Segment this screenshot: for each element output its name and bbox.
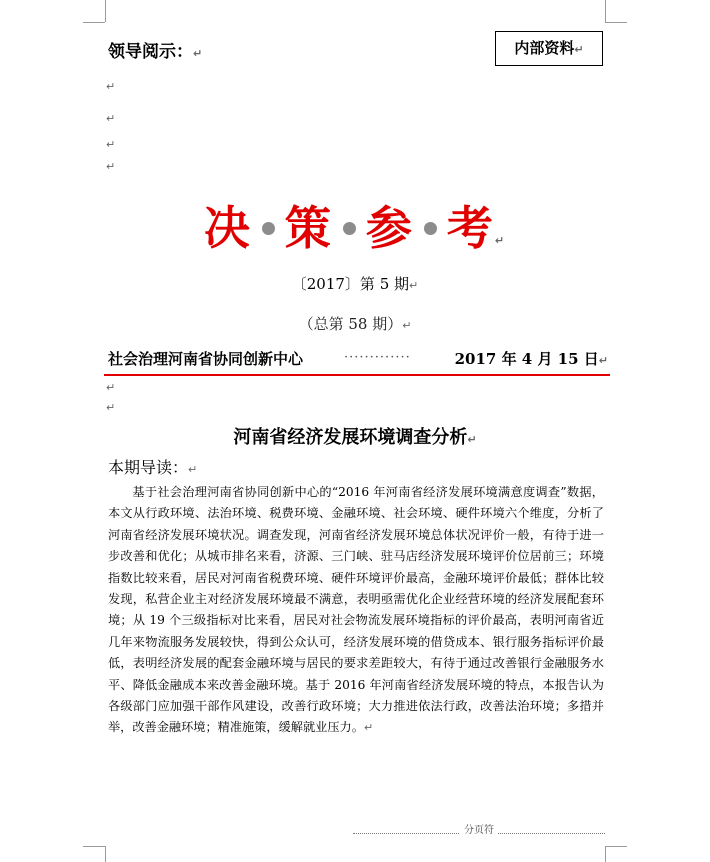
leader-note-label: 领导阅示：	[108, 42, 193, 62]
guide-heading-text: 本期导读：	[108, 458, 189, 477]
crop-mark	[105, 846, 106, 862]
crop-mark	[83, 22, 105, 23]
masthead-char: 参	[365, 201, 414, 255]
issue-number-text: 〔2017〕第 5 期	[291, 275, 410, 293]
total-issue-text: （总第 58 期）	[298, 315, 403, 333]
guide-body-paragraph[interactable]	[108, 482, 604, 739]
issue-date	[455, 348, 608, 369]
paragraph-mark-icon: ↵	[188, 463, 198, 476]
masthead-separator-dot	[424, 222, 437, 235]
paragraph-mark-icon: ↵	[106, 160, 116, 173]
paragraph-mark-icon: ↵	[494, 234, 507, 247]
paragraph-mark-icon: ↵	[467, 433, 477, 446]
crop-mark	[83, 846, 105, 847]
issue-date-text: 2017 年 4 月 15 日	[454, 350, 599, 368]
paragraph-mark-icon: ↵	[409, 279, 419, 292]
masthead-separator-dot	[262, 222, 275, 235]
leader-note[interactable]	[108, 37, 202, 62]
organization-name: 社会治理河南省协同创新中心	[108, 350, 304, 368]
crop-mark	[605, 846, 606, 862]
masthead-separator-dot	[343, 222, 356, 235]
issue-number[interactable]	[0, 273, 710, 294]
paragraph-mark-icon: ↵	[106, 381, 116, 394]
internal-material-label: 内部资料	[514, 39, 575, 57]
paragraph-mark-icon: ↵	[106, 112, 116, 125]
paragraph-mark-icon: ↵	[106, 138, 116, 151]
dot-leader: ·············	[344, 350, 411, 365]
masthead-char: 考	[446, 201, 495, 255]
article-title[interactable]	[0, 423, 710, 449]
paragraph-mark-icon: ↵	[402, 319, 412, 332]
paragraph-mark-icon: ↵	[106, 80, 116, 93]
paragraph-mark-icon: ↵	[106, 401, 116, 414]
crop-mark	[105, 0, 106, 22]
internal-material-box[interactable]	[495, 31, 603, 66]
paragraph-mark-icon: ↵	[574, 43, 584, 56]
masthead-char: 决	[203, 201, 252, 255]
crop-mark	[605, 0, 606, 22]
guide-body-text: 基于社会治理河南省协同创新中心的“2016 年河南省经济发展环境满意度调查”数据，本文从行政环境、法治环境、税费环境、金融环境、社会环境、硬件环境六个维度，分析了河南省经济发展环境状况。调查发现，河南省经济发展环境总体状况评价一般，有待于进一步改善和优化；从城市排名来看，济源、三门峡、驻马店经济发展环境评价位居前三；环境指数比较来看，居民对河南省税费环境、硬件环境评价最高，金融环境评价最低；群体比较发现，私营企业主对经济发展环境最不满意，表明亟需优化企业经营环境的经济发展配套环境；从 19 个三级指标对比来看，居民对社会物流发展环境指标的评价最高，表明河南省近几年来物流服务发展较快，得到公众认可，经济发展环境的借贷成本、银行服务指标评价最低，表明经济发展的配套金融环境与居民的要求差距较大，有待于通过改善银行金融服务水平、降低金融成本来改善金融环境。基于 2016 年河南省经济发展环境的特点，本报告认为各级部门应加强干部作风建设，改善行政环境；大力推进依法行政，改善法治环境；多措并举，改善金融环境；精准施策，缓解就业压力。	[108, 485, 604, 735]
guide-heading[interactable]	[108, 455, 197, 478]
paragraph-mark-icon: ↵	[363, 721, 374, 735]
total-issue-number[interactable]	[0, 313, 710, 334]
red-divider-line	[104, 374, 610, 376]
paragraph-mark-icon: ↵	[598, 354, 608, 367]
page-break-label: 分页符	[460, 825, 498, 836]
article-title-text: 河南省经济发展环境调查分析	[233, 427, 468, 448]
page-break	[353, 823, 605, 834]
crop-mark	[605, 846, 627, 847]
crop-mark	[605, 22, 627, 23]
masthead-char: 策	[284, 201, 333, 255]
paragraph-mark-icon: ↵	[193, 47, 203, 60]
masthead-title	[0, 192, 710, 258]
